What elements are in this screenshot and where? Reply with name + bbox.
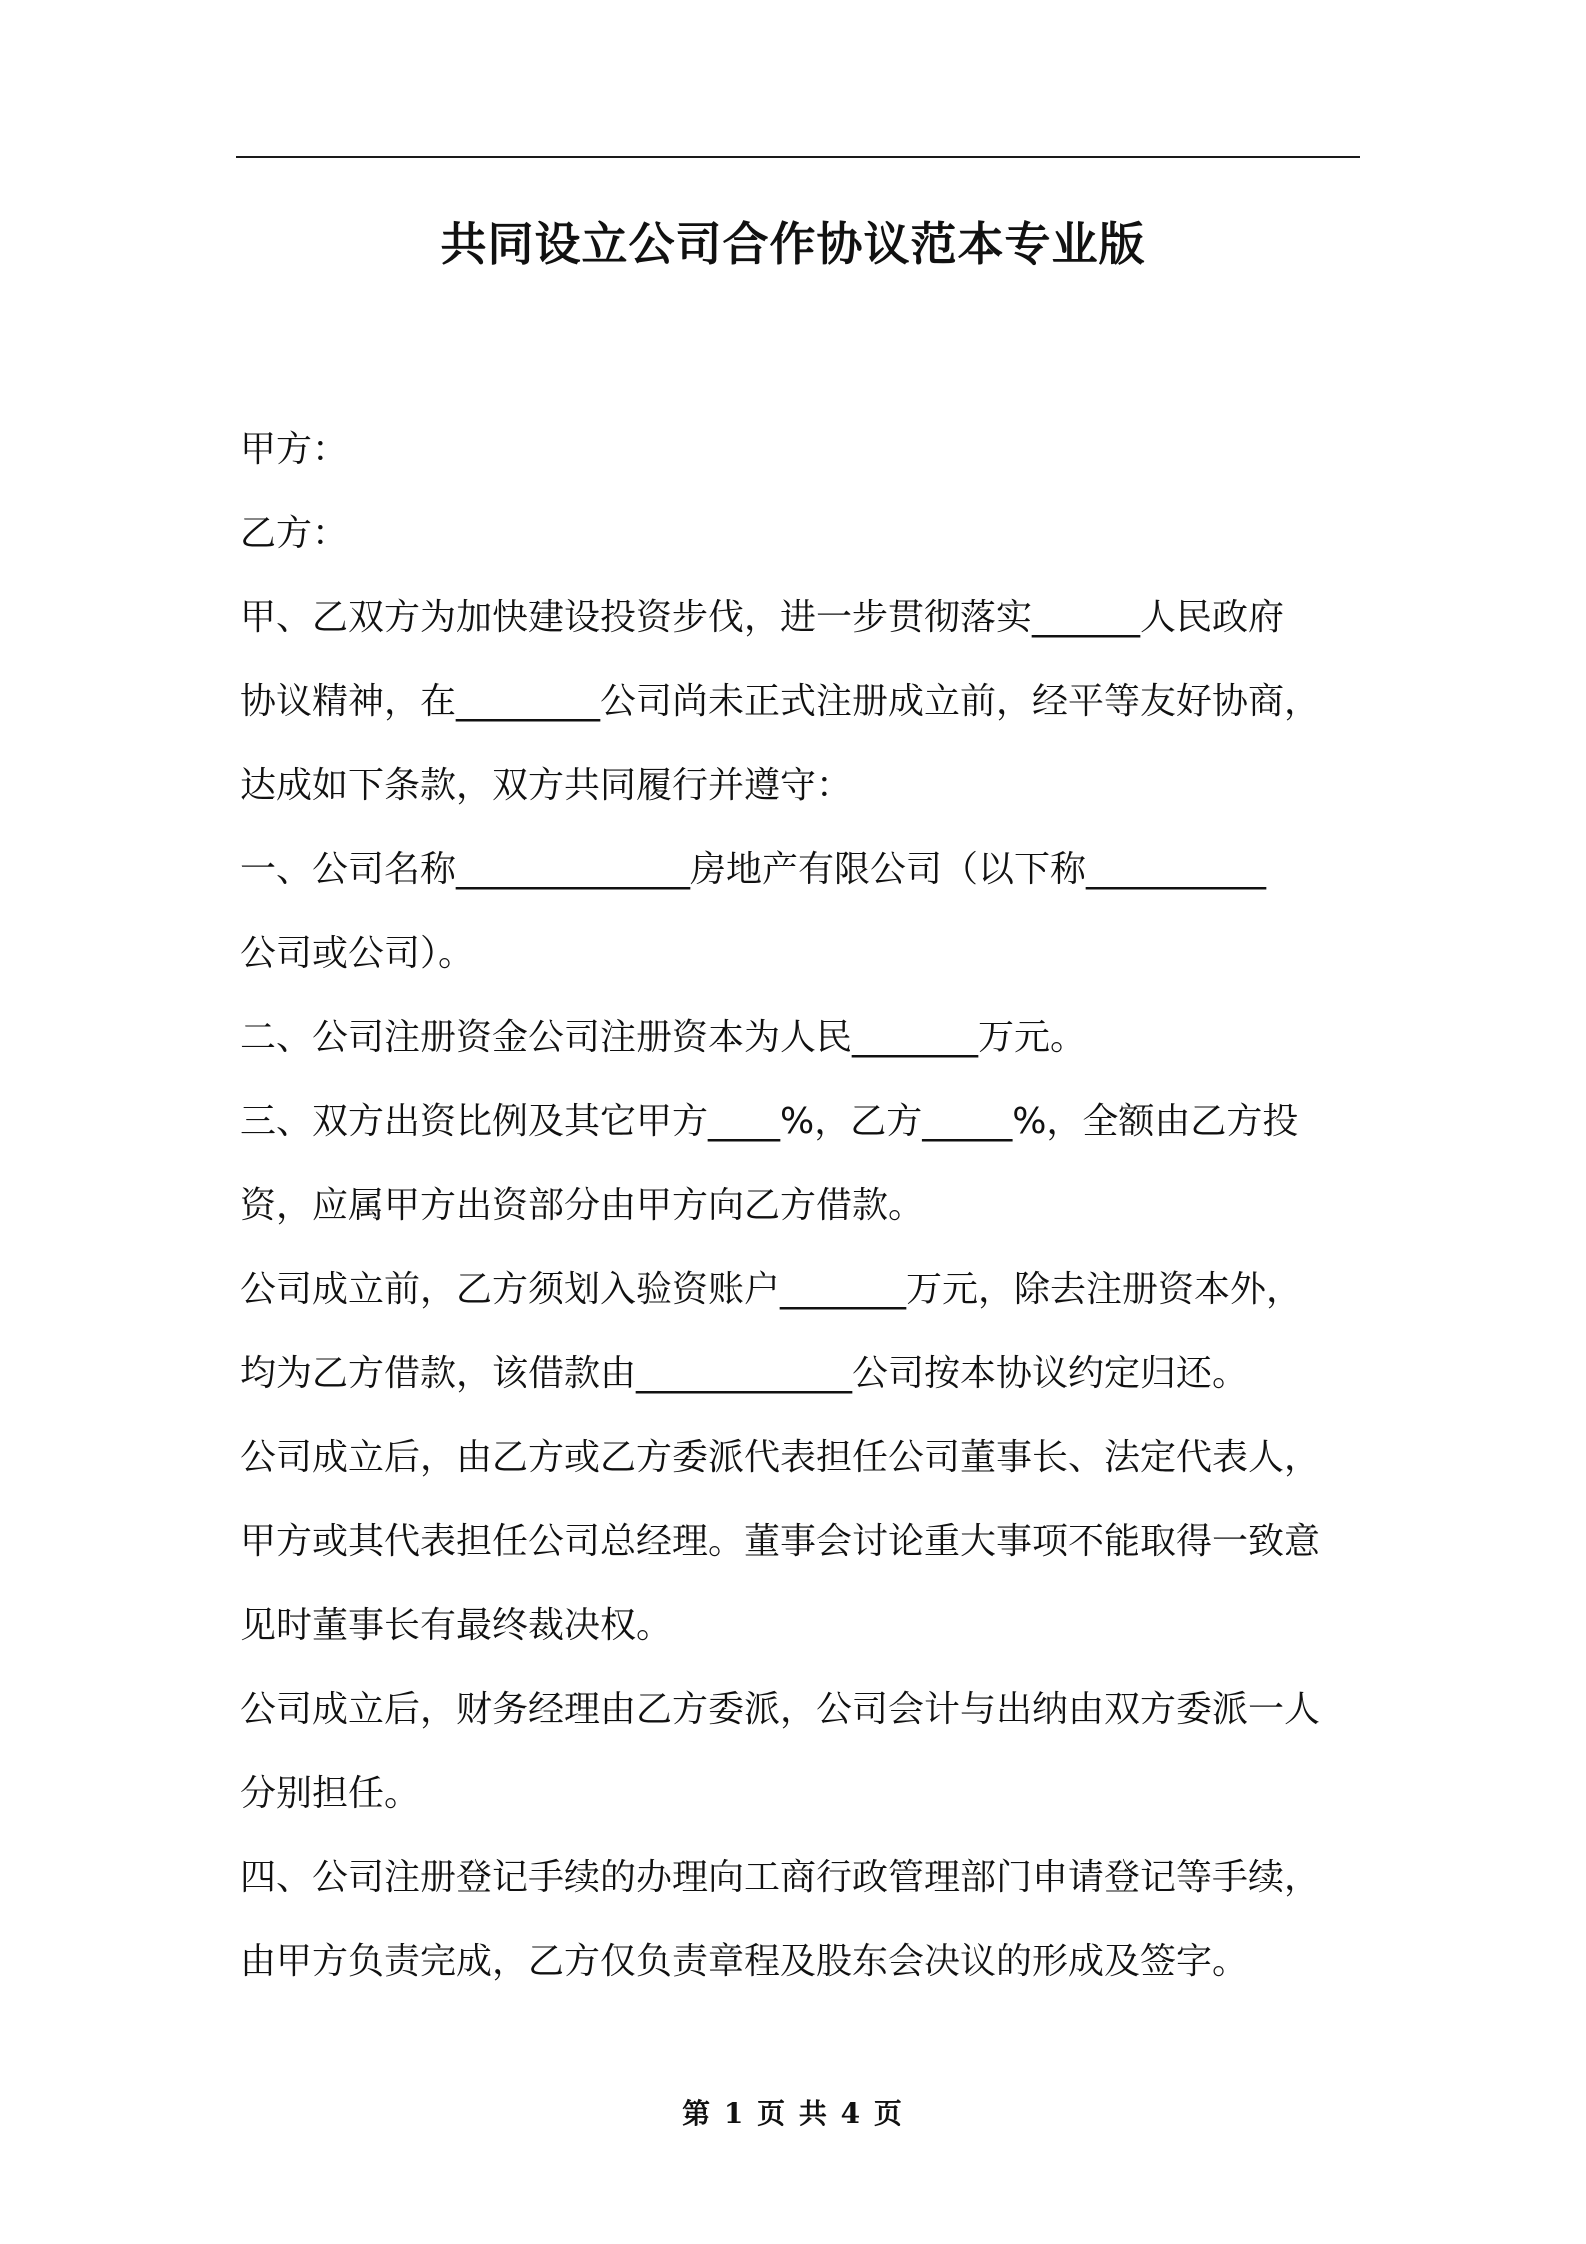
paragraph-line: 均为乙方借款，该借款由____________公司按本协议约定归还。: [240, 1353, 1249, 1394]
line-party-b: 乙方：: [240, 513, 349, 554]
clause-4-line: 由甲方负责完成，乙方仅负责章程及股东会决议的形成及签字。: [240, 1941, 1249, 1982]
clause-1-line: 一、公司名称_____________房地产有限公司（以下称__________: [240, 849, 1267, 890]
document-title: 共同设立公司合作协议范本专业版: [440, 217, 1146, 271]
clause-2-line: 二、公司注册资金公司注册资本为人民_______万元。: [240, 1017, 1087, 1058]
paragraph-line: 甲方或其代表担任公司总经理。董事会讨论重大事项不能取得一致意: [240, 1521, 1321, 1562]
paragraph-line: 见时董事长有最终裁决权。: [240, 1605, 673, 1646]
clause-4-line: 四、公司注册登记手续的办理向工商行政管理部门申请登记等手续，: [240, 1857, 1321, 1898]
clause-1-line: 公司或公司）。: [240, 933, 475, 974]
paragraph-line: 分别担任。: [240, 1773, 421, 1814]
line-party-a: 甲方：: [240, 429, 349, 470]
clause-3-line: 资，应属甲方出资部分由甲方向乙方借款。: [240, 1185, 925, 1226]
header-rule: [236, 156, 1360, 158]
paragraph-line: 达成如下条款，双方共同履行并遵守：: [240, 765, 853, 806]
paragraph-line: 公司成立后，财务经理由乙方委派，公司会计与出纳由双方委派一人: [240, 1689, 1321, 1730]
page-number: 第 1 页 共 4 页: [682, 2097, 904, 2130]
paragraph-line: 甲、乙双方为加快建设投资步伐，进一步贯彻落实______人民政府: [240, 597, 1285, 638]
clause-3-line: 三、双方出资比例及其它甲方____%，乙方_____%，全额由乙方投: [240, 1101, 1299, 1142]
paragraph-line: 协议精神，在________公司尚未正式注册成立前，经平等友好协商，: [240, 681, 1321, 722]
document-body: [240, 408, 1360, 2004]
paragraph-line: 公司成立前，乙方须划入验资账户_______万元，除去注册资本外，: [240, 1269, 1303, 1310]
paragraph-line: 公司成立后，由乙方或乙方委派代表担任公司董事长、法定代表人，: [240, 1437, 1321, 1478]
